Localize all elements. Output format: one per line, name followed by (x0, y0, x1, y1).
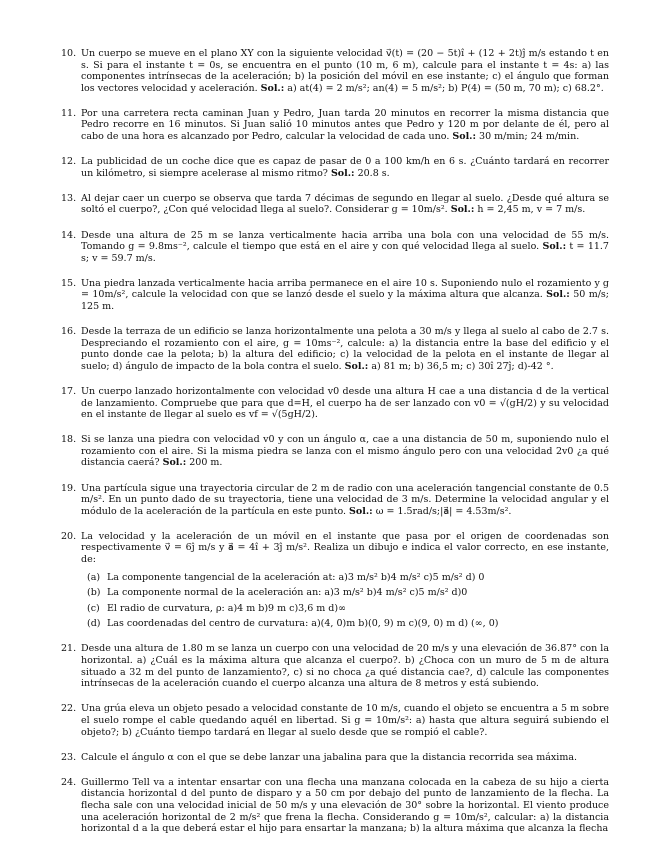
problem-body (81, 48, 609, 94)
problem-item (61, 777, 609, 835)
problem-text: Por una carretera recta caminan Juan y Pedro, Juan tarda 20 minutos en recorrer la misma distancia que Pedro recorre en 16 minutos. Si Juan salió 10 minutos antes que Pedro y 120 m por delante de él, pero al cabo de una hora es alcanzado por Pedro, calcular la velocidad de cada uno. (81, 107, 609, 143)
problem-body (81, 483, 609, 518)
problem-text: La publicidad de un coche dice que es capaz de pasar de 0 a 100 km/h en 6 s. ¿Cuánto tardará en recorrer un kilómetro, si siempre acelerase al mismo ritmo? (81, 156, 609, 179)
subitem-text: La componente tangencial de la aceleración at: a)3 m/s² b)4 m/s² c)5 m/s² d) 0 (107, 571, 485, 583)
problem-item (61, 193, 609, 216)
subitem (81, 603, 609, 615)
problem-number: 13. (61, 192, 77, 204)
solution-text: 50 m/s; 125 m. (81, 289, 609, 312)
problem-body (81, 434, 609, 469)
problem-body (81, 278, 609, 313)
solution-text: 200 m. (189, 457, 223, 469)
problem-item (61, 483, 609, 518)
subitem-label: (b) (87, 587, 101, 599)
problem-item (61, 643, 609, 689)
problem-item (61, 434, 609, 469)
problem-number: 21. (61, 643, 77, 655)
problem-body (81, 326, 609, 372)
subitem-list (81, 572, 609, 630)
problem-number: 24. (61, 776, 77, 788)
solution-label: Sol.: (330, 167, 355, 179)
problem-text: Una partícula sigue una trayectoria circular de 2 m de radio con una aceleración tangencial constante de 0.5 m/s². En un punto dado de su trayectoria, tiene una velocidad de 3 m/s. Determine la velocidad angular y el módulo de la aceleración de la partícula en este punto. (81, 482, 609, 517)
solution-label: Sol.: (450, 204, 475, 216)
solution-label: Sol.: (260, 82, 285, 94)
solution-text: h = 2,45 m, v = 7 m/s. (477, 204, 586, 216)
problem-number: 11. (61, 107, 77, 119)
solution-label: Sol.: (344, 360, 369, 372)
problem-item (61, 108, 609, 143)
problem-item (61, 752, 609, 764)
problem-body (81, 643, 609, 689)
problem-body (81, 703, 609, 738)
solution-text: a) 81 m; b) 36,5 m; c) 30î 27ĵ; d)-42 °. (371, 360, 554, 372)
solution-text: 30 m/min; 24 m/min. (479, 131, 580, 143)
subitem-text: La componente normal de la aceleración an: a)3 m/s² b)4 m/s² c)5 m/s² d)0 (107, 587, 468, 599)
subitem-label: (a) (87, 571, 101, 583)
solution-label: Sol.: (546, 289, 570, 301)
problem-text: Un cuerpo se mueve en el plano XY con la siguiente velocidad v⃗(t) = (20 − 5t)î + (12 + 2t)ĵ m/s estando t en s. Si para el instante t = 0s, se encuentra en el punto (10 m, 6 m), calcule para el instante t = 4s: a) las componentes intrínsecas de la aceleración; b) la posición del móvil en ese instante; c) el ángulo que forman los vectores velocidad y aceleración. (81, 48, 609, 94)
problem-number: 19. (61, 482, 77, 494)
problem-item (61, 386, 609, 421)
problem-text: Calcule el ángulo α con el que se debe lanzar una jabalina para que la distancia recorrida sea máxima. (81, 751, 578, 763)
problem-body (81, 752, 609, 764)
subitem-text: El radio de curvatura, ρ: a)4 m b)9 m c)3,6 m d)∞ (107, 602, 347, 614)
solution-text: a) at(4) = 2 m/s²; an(4) = 5 m/s²; b) P(4) = (50 m, 70 m); c) 68.2°. (287, 82, 604, 94)
problem-item (61, 48, 609, 94)
problem-text: Desde la terraza de un edificio se lanza horizontalmente una pelota a 30 m/s y llega al suelo al cabo de 2.7 s. Despreciando el rozamiento con el aire, g = 10ms⁻², calcule: a) la distancia entre la base del edificio y el punto donde cae la pelota; b) la altura del edificio; c) la velocidad de la pelota en el instante de llegar al suelo; d) ángulo de impacto de la bola contra el suelo. (81, 326, 609, 372)
subitem (81, 572, 609, 584)
problem-text: Desde una altura de 1.80 m se lanza un cuerpo con una velocidad de 20 m/s y una elevación de 36.87° con la horizontal. a) ¿Cuál es la máxima altura que alcanza el cuerpo?. b) ¿Choca con un muro de 5 m de altura situado a 32 m del punto de lanzamiento?, c) si no choca ¿a qué distancia cae?, d) calcule las componentes intrínsecas de la aceleración cuando el cuerpo alcanza una altura de 8 metros y está subiendo. (81, 643, 609, 690)
problem-item (61, 278, 609, 313)
problem-body (81, 156, 609, 179)
document-page (0, 48, 655, 848)
subitem (81, 618, 609, 630)
problem-text: Una piedra lanzada verticalmente hacia arriba permanece en el aire 10 s. Suponiendo nulo el rozamiento y g = 10m/s², calcule la velocidad con que se lanzó desde el suelo y la máxima altura que alcanza. (81, 277, 609, 301)
problem-item (61, 326, 609, 372)
problem-list (61, 48, 609, 835)
problem-body (81, 193, 609, 216)
problem-item (61, 230, 609, 265)
subitem-text: Las coordenadas del centro de curvatura: a)(4, 0)m b)(0, 9) m c)(9, 0) m d) (∞, 0) (107, 618, 499, 630)
problem-number: 20. (61, 530, 77, 542)
problem-item (61, 703, 609, 738)
problem-body (81, 777, 609, 835)
problem-text: Al dejar caer un cuerpo se observa que tarda 7 décimas de segundo en llegar al suelo. ¿Desde qué altura se soltó el cuerpo?, ¿Con qué velocidad llega al suelo?. Considerar g = 10m/s². (81, 192, 609, 216)
solution-text: t = 11.7 s; v = 59.7 m/s. (81, 241, 609, 264)
subitem-label: (d) (87, 618, 101, 630)
problem-number: 18. (61, 434, 77, 446)
problem-text: Desde una altura de 25 m se lanza verticalmente hacia arriba una bola con una velocidad de 55 m/s. Tomando g = 9.8ms⁻², calcule el tiempo que está en el aire y con qué velocidad llega al suelo. (81, 229, 609, 253)
problem-item (61, 531, 609, 630)
problem-text: Guillermo Tell va a intentar ensartar con una flecha una manzana colocada en la cabeza de su hijo a cierta distancia horizontal d del punto de disparo y a 50 cm por debajo del punto de lanzamiento de la flecha. La flecha sale con una velocidad inicial de 50 m/s y una elevación de 30° sobre la horizontal. El viento produce una aceleración horizontal de 2 m/s² que frena la flecha. Considerando g = 10m/s², calcular: a) la distancia horizontal d a la que deberá estar el hijo para ensartar la manzana; b) la altura máxima que alcanza la flecha (81, 776, 609, 835)
problem-body (81, 230, 609, 265)
solution-label: Sol.: (162, 457, 187, 469)
problem-text: Si se lanza una piedra con velocidad v0 y con un ángulo α, cae a una distancia de 50 m, suponiendo nulo el rozamiento con el aire. Si la misma piedra se lanza con el mismo ángulo pero con una velocidad 2v0 ¿a qué distancia caerá? (81, 434, 609, 469)
solution-label: Sol.: (542, 241, 567, 253)
problem-number: 16. (61, 326, 77, 338)
problem-body (81, 386, 609, 421)
solution-label: Sol.: (349, 505, 373, 517)
solution-text: ω = 1.5rad/s;|a⃗| = 4.53m/s². (375, 505, 512, 517)
subitem (81, 587, 609, 599)
problem-number: 10. (61, 48, 77, 59)
problem-number: 15. (61, 277, 77, 289)
problem-text: Un cuerpo lanzado horizontalmente con velocidad v0 desde una altura H cae a una distancia d de la vertical de lanzamiento. Compruebe que para que d=H, el cuerpo ha de ser lanzado con v0 = √(gH/2) y su velocidad en el instante de llegar al suelo es vf = √(5gH/2). (81, 385, 609, 421)
problem-number: 22. (61, 703, 77, 715)
problem-number: 23. (61, 751, 77, 763)
subitem-label: (c) (87, 602, 100, 614)
problem-number: 12. (61, 156, 77, 168)
problem-item (61, 156, 609, 179)
problem-text: La velocidad y la aceleración de un móvil en el instante que pasa por el origen de coordenadas son respectivamente v⃗ = 6ĵ m/s y a⃗ = 4î + 3ĵ m/s². Realiza un dibujo e indica el valor correcto, en ese instante, de: (81, 530, 609, 565)
problem-text: Una grúa eleva un objeto pesado a velocidad constante de 10 m/s, cuando el objeto se encuentra a 5 m sobre el suelo rompe el cable quedando aquél en libertad. Si g = 10m/s²: a) hasta que altura seguirá subiendo el objeto?; b) ¿Cuánto tiempo tardará en llegar al suelo desde que se rompió el cable?. (81, 703, 609, 738)
solution-label: Sol.: (452, 131, 476, 143)
problem-body (81, 108, 609, 143)
solution-text: 20.8 s. (357, 167, 390, 179)
problem-body (81, 531, 609, 630)
problem-number: 17. (61, 385, 77, 397)
problem-number: 14. (61, 229, 77, 241)
